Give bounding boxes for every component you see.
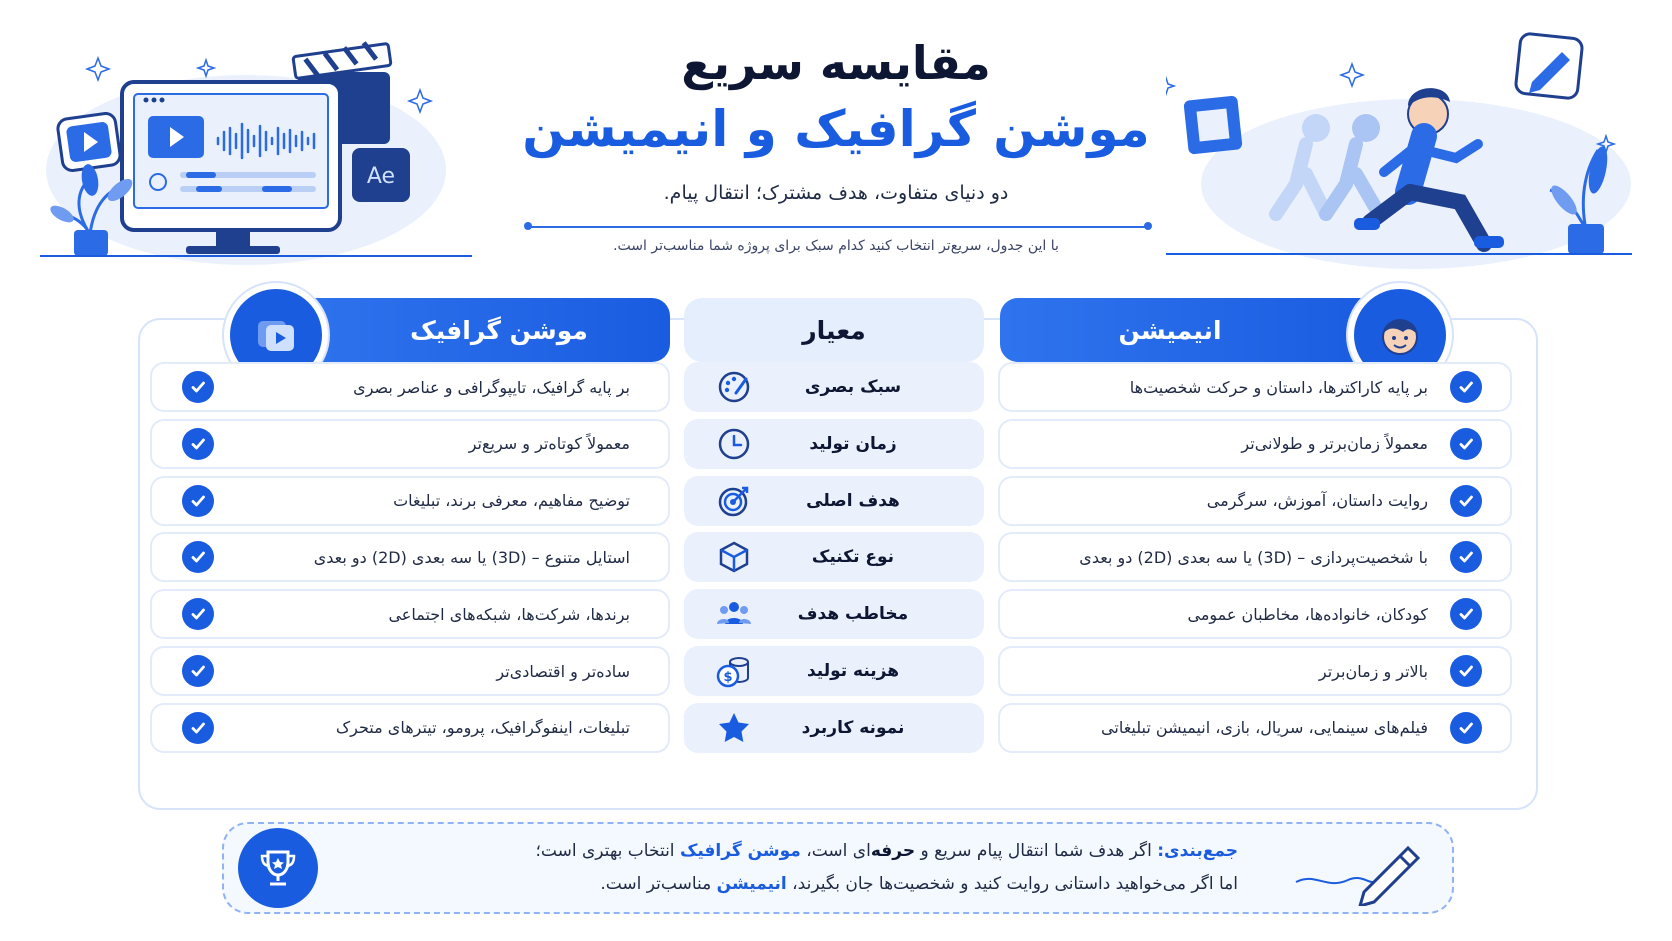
column-header-motion: [288, 298, 670, 362]
summary-pencil-decoration: [1290, 826, 1430, 906]
check-icon: [182, 428, 214, 460]
motion-cell-text: تبلیغات، اینفوگرافیک، پرومو، تیترهای متحرک: [335, 718, 630, 738]
summary-label: جمع‌بندی:: [1157, 841, 1238, 861]
criterion-cell: [684, 362, 984, 412]
summary-l1-d: موشن گرافیک: [679, 841, 801, 861]
check-icon: [182, 655, 214, 687]
animation-cell: [998, 419, 1512, 469]
page-title-line-2: موشن گرافیک و انیمیشن: [522, 100, 1150, 158]
check-icon: [182, 371, 214, 403]
star-icon: [716, 710, 752, 746]
summary-l1-e: انتخاب بهتری است؛: [535, 841, 675, 861]
check-icon: [1450, 485, 1482, 517]
divider-dot-right: [1144, 222, 1152, 230]
animation-cell-text: بالاتر و زمان‌برتر: [1318, 661, 1428, 681]
palette-icon: [716, 369, 752, 405]
motion-cell: [150, 589, 670, 639]
animation-cell: [998, 476, 1512, 526]
motion-cell: [150, 646, 670, 696]
pencil-icon: [1290, 826, 1430, 906]
motion-cell-text: دو بعدی (2D) یا سه بعدی (3D) – استایل متنوع: [313, 547, 630, 567]
target-icon: [716, 483, 752, 519]
check-icon: [182, 541, 214, 573]
column-header-animation-label: انیمیشن: [1118, 315, 1222, 345]
criterion-cell: [684, 589, 984, 639]
animation-cell-text: معمولاً زمان‌برتر و طولانی‌تر: [1241, 434, 1428, 454]
column-header-animation: [1000, 298, 1380, 362]
summary-l2-b: انیمیشن: [716, 874, 787, 894]
summary-line-1: [536, 841, 1238, 861]
summary-box: [222, 822, 1454, 914]
animation-cell: [998, 646, 1512, 696]
summary-trophy-badge: [238, 828, 318, 908]
column-header-criteria-label: معیار: [802, 315, 866, 345]
criterion-label: سبک بصری: [804, 377, 902, 397]
cube-icon: [716, 539, 752, 575]
check-icon: [182, 712, 214, 744]
animation-cell: [998, 703, 1512, 753]
clock-icon: [716, 426, 752, 462]
criterion-label: نوع تکنیک: [811, 547, 895, 568]
header-divider: [528, 226, 1148, 228]
character-face-icon: [1375, 310, 1425, 360]
check-icon: [1450, 655, 1482, 687]
motion-cell-text: معمولاً کوتاه‌تر و سریع‌تر: [468, 434, 630, 454]
motion-cell-text: ساده‌تر و اقتصادی‌تر: [496, 661, 630, 681]
criterion-label: هدف اصلی: [806, 490, 900, 511]
column-header-motion-label: موشن گرافیک: [410, 315, 588, 345]
motion-cell: [150, 703, 670, 753]
motion-cell: [150, 476, 670, 526]
page-note: با این جدول، سریع‌تر انتخاب کنید کدام سبک برای پروژه شما مناسب‌تر است.: [613, 238, 1059, 254]
motion-graphics-icon: [254, 313, 298, 357]
animation-cell-text: روایت داستان، آموزش، سرگرمی: [1206, 491, 1428, 511]
criterion-label: مخاطب هدف: [797, 604, 909, 625]
page-title-line-1: مقایسه سریع: [681, 36, 991, 90]
summary-l2-a: اما اگر می‌خواهید داستانی روایت کنید و شخصیت‌ها جان بگیرند،: [792, 874, 1238, 894]
trophy-icon: [256, 846, 300, 890]
criterion-cell: [684, 646, 984, 696]
svg-text:$: $: [723, 670, 733, 685]
animation-cell-text: کودکان، خانواده‌ها، مخاطبان عمومی: [1187, 604, 1428, 624]
summary-l2-c: مناسب‌تر است.: [600, 874, 712, 894]
criterion-cell: [684, 419, 984, 469]
motion-cell-text: توضیح مفاهیم، معرفی برند، تبلیغات: [393, 491, 630, 511]
check-icon: [182, 598, 214, 630]
motion-cell-text: برندها، شرکت‌ها، شبکه‌های اجتماعی: [388, 604, 630, 624]
motion-cell: [150, 362, 670, 412]
criterion-label: زمان تولید: [809, 433, 897, 454]
criterion-cell: [684, 703, 984, 753]
page-subtitle: دو دنیای متفاوت، هدف مشترک؛ انتقال پیام.: [663, 182, 1009, 204]
summary-l1-b: حرفه: [870, 841, 916, 861]
check-icon: [1450, 598, 1482, 630]
motion-cell: [150, 419, 670, 469]
check-icon: [1450, 428, 1482, 460]
animation-cell-text: بر پایه کاراکترها، داستان و حرکت شخصیت‌ها: [1129, 377, 1428, 397]
check-icon: [182, 485, 214, 517]
animation-cell: [998, 362, 1512, 412]
column-header-criteria: [684, 298, 984, 362]
users-icon: [716, 596, 752, 632]
summary-line-2: [600, 874, 1238, 894]
motion-cell-text: بر پایه گرافیک، تایپوگرافی و عناصر بصری: [353, 377, 630, 397]
check-icon: [1450, 541, 1482, 573]
criterion-label: نمونه کاربرد: [801, 717, 905, 738]
check-icon: [1450, 712, 1482, 744]
criterion-cell: [684, 476, 984, 526]
coins-icon: [716, 653, 752, 689]
divider-dot-left: [524, 222, 532, 230]
summary-l1-c: ‌ای است،: [806, 841, 871, 861]
animation-cell: [998, 589, 1512, 639]
criterion-label: هزینه تولید: [806, 661, 900, 681]
animation-cell-text: فیلم‌های سینمایی، سریال، بازی، انیمیشن تبلیغاتی: [1101, 718, 1428, 738]
check-icon: [1450, 371, 1482, 403]
animation-cell-text: دو بعدی (2D) یا سه بعدی (3D) – با شخصیت‌پردازی: [1079, 547, 1428, 567]
criterion-cell: [684, 532, 984, 582]
summary-l1-a: اگر هدف شما انتقال پیام سریع و: [920, 841, 1152, 861]
motion-cell: [150, 532, 670, 582]
animation-cell: [998, 532, 1512, 582]
svg-text:Ae: Ae: [366, 164, 396, 189]
